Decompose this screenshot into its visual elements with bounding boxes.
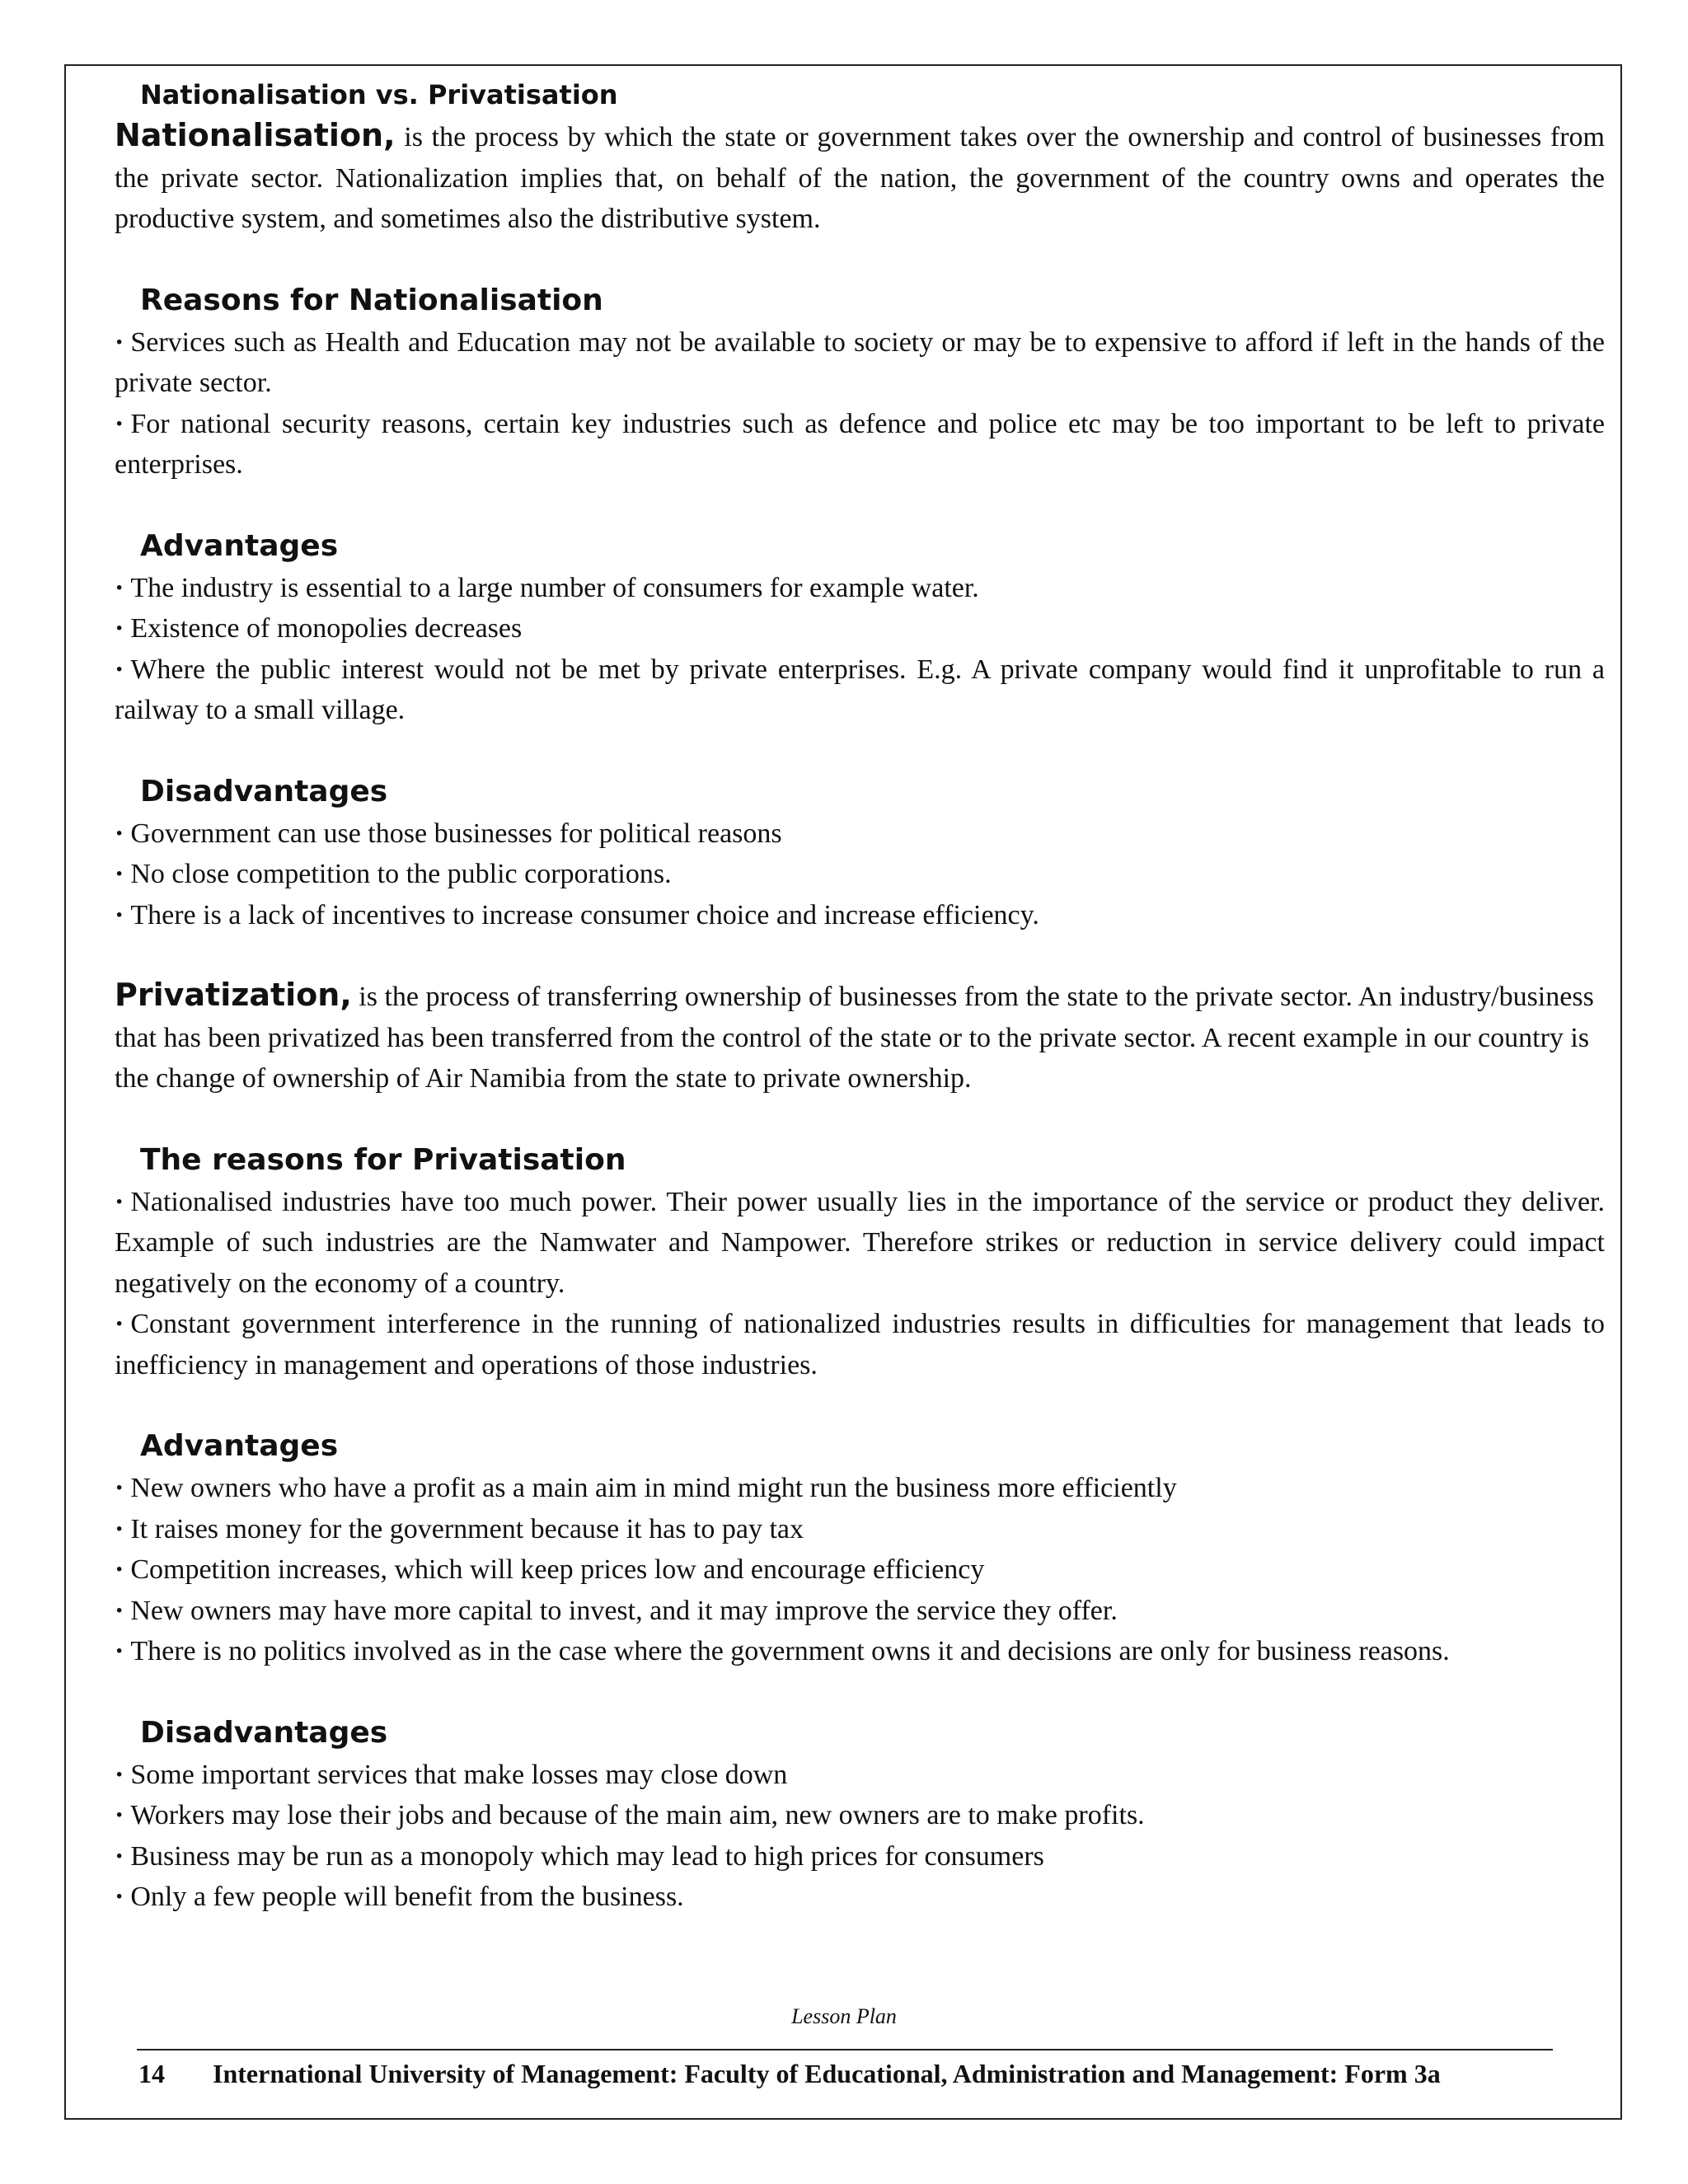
list-item: · Workers may lose their jobs and because of the main aim, new owners are to make profits.: [115, 1800, 1145, 1830]
list-item: · Constant government interference in the running of nationalized industries results in difficulties for management that leads to inefficiency in management and operations of those industries.: [115, 1309, 1605, 1380]
nationalisation-lead: Nationalisation,: [115, 117, 396, 153]
privatization-disadvantages-heading: Disadvantages: [140, 1715, 388, 1750]
list-item: · Government can use those businesses for political reasons: [115, 818, 782, 849]
footer-divider: [137, 2049, 1553, 2050]
bullet-icon: ·: [115, 1513, 124, 1544]
bullet-icon: ·: [115, 1554, 124, 1585]
nationalisation-reasons-heading: Reasons for Nationalisation: [140, 283, 603, 317]
bullet-icon: ·: [115, 1309, 124, 1339]
list-item: · Business may be run as a monopoly which may lead to high prices for consumers: [115, 1840, 1044, 1872]
list-item: · For national security reasons, certain key industries such as defence and police etc may be too important to be left to private enterprises.: [115, 408, 1605, 480]
list-item: · Nationalised industries have too much power. Their power usually lies in the importance of the service or product they deliver. Example of such industries are the Namwater and Nampower. Therefore strikes or reduction in service delivery could impact negatively on the economy of a country.: [115, 1186, 1605, 1299]
footer: [138, 2055, 1589, 2092]
list-item: · Existence of monopolies decreases: [115, 613, 523, 644]
bullet-icon: ·: [115, 654, 124, 685]
nationalisation-definition: [115, 115, 1605, 240]
privatization-disadvantages-list: [115, 1755, 1605, 1918]
bullet-icon: ·: [115, 613, 124, 644]
nationalisation-text: is the process by which the state or government takes over the ownership and control of businesses from the private sector. Nationalization implies that, on behalf of the nation, the government of the country owns and operates the productive system, and sometimes also the distributive system.: [115, 122, 1605, 234]
privatization-advantages-list: [115, 1468, 1605, 1672]
nationalisation-disadvantages-list: [115, 813, 1605, 936]
list-item: · No close competition to the public corporations.: [115, 859, 672, 889]
privatization-definition: [115, 975, 1605, 1099]
bullet-icon: ·: [115, 408, 124, 439]
privatization-reasons-heading: The reasons for Privatisation: [140, 1142, 626, 1177]
privatization-text: is the process of transferring ownership of businesses from the state to the private sector. An industry/business that has been privatized has been transferred from the control of the state or to the private sector. A recent example in our country is the change of ownership of Air Namibia from the state to private ownership.: [115, 982, 1594, 1094]
footer-note: Lesson Plan: [791, 2004, 897, 2028]
bullet-icon: ·: [115, 899, 124, 930]
bullet-icon: ·: [115, 572, 124, 603]
bullet-icon: ·: [115, 326, 124, 358]
list-item: · Some important services that make losses may close down: [115, 1759, 788, 1790]
list-item: · New owners who have a profit as a main aim in mind might run the business more efficiently: [115, 1473, 1177, 1503]
bullet-icon: ·: [115, 818, 124, 849]
bullet-icon: ·: [115, 1840, 124, 1872]
bullet-icon: ·: [115, 1800, 124, 1830]
privatization-advantages-heading: Advantages: [140, 1429, 339, 1463]
bullet-icon: ·: [115, 1473, 124, 1503]
nationalisation-advantages-heading: Advantages: [140, 528, 339, 563]
footer-text: International University of Management: Faculty of Educational, Administration and Management: Form 3a: [213, 2059, 1441, 2088]
list-item: · New owners may have more capital to invest, and it may improve the service they offer.: [115, 1595, 1118, 1626]
list-item: · There is a lack of incentives to increase consumer choice and increase efficiency.: [115, 899, 1039, 930]
nationalisation-reasons-list: [115, 322, 1605, 485]
nationalisation-advantages-list: [115, 568, 1605, 731]
document-body: [115, 74, 1605, 1918]
list-item: · Where the public interest would not be met by private enterprises. E.g. A private company would find it unprofitable to run a railway to a small village.: [115, 654, 1605, 725]
privatization-lead: Privatization,: [115, 977, 352, 1013]
list-item: · It raises money for the government because it has to pay tax: [115, 1513, 804, 1544]
privatization-reasons-list: [115, 1182, 1605, 1386]
bullet-icon: ·: [115, 1882, 124, 1912]
document-heading: Nationalisation vs. Privatisation: [140, 79, 618, 110]
list-item: · There is no politics involved as in the case where the government owns it and decisions are only for business reasons.: [115, 1636, 1450, 1666]
list-item: · Competition increases, which will keep prices low and encourage efficiency: [115, 1554, 985, 1585]
bullet-icon: ·: [115, 1595, 124, 1626]
list-item: · Only a few people will benefit from the business.: [115, 1882, 684, 1912]
bullet-icon: ·: [115, 1636, 124, 1666]
list-item: · Services such as Health and Education may not be available to society or may be to expensive to afford if left in the hands of the private sector.: [115, 326, 1605, 398]
bullet-icon: ·: [115, 1759, 124, 1790]
nationalisation-disadvantages-heading: Disadvantages: [140, 774, 388, 808]
page-number: 14: [138, 2059, 165, 2088]
bullet-icon: ·: [115, 859, 124, 889]
bullet-icon: ·: [115, 1186, 124, 1217]
list-item: · The industry is essential to a large number of consumers for example water.: [115, 572, 979, 603]
